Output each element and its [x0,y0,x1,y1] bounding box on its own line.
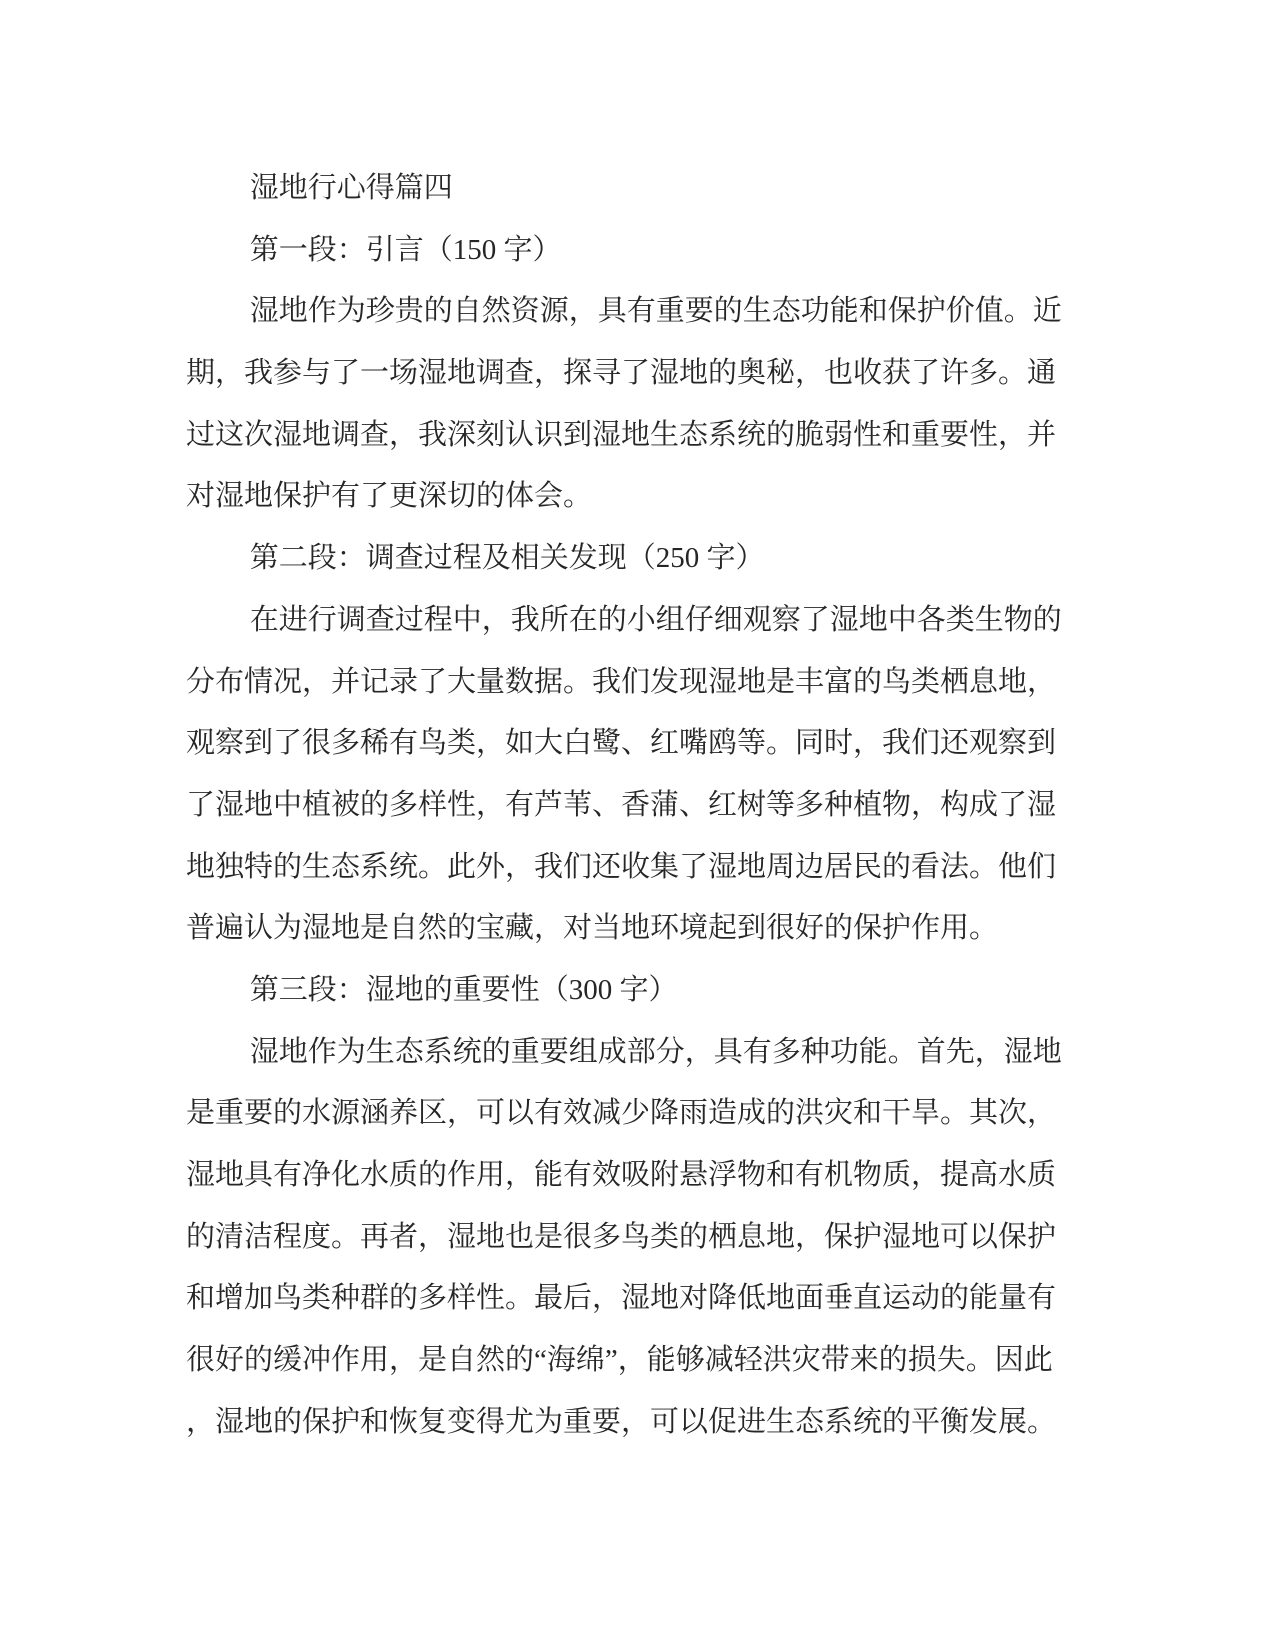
text-line [186,528,1090,590]
text-line-content: 湿地具有净化水质的作用，能有效吸附悬浮物和有机物质，提高水质 [186,1159,1057,1191]
text-line [186,1268,1090,1330]
text-line-content: 过这次湿地调查，我深刻认识到湿地生态系统的脆弱性和重要性，并 [186,418,1057,451]
text-line-content: 观察到了很多稀有鸟类，如大白鹭、红嘴鸥等。同时，我们还观察到 [186,727,1057,760]
text-line-content: 湿地作为珍贵的自然资源，具有重要的生态功能和保护价值。近 [249,295,1062,328]
text-line [186,1145,1090,1207]
text-line-content: 了湿地中植被的多样性，有芦苇、香蒲、红树等多种植物，构成了湿 [186,788,1057,821]
text-line [186,343,1090,405]
text-line [186,158,1090,220]
text-line [186,1392,1090,1454]
text-line-content: 第一段：引言（150 字） [249,233,562,266]
text-line [186,1207,1090,1269]
text-line-content: 是重要的水源涵养区，可以有效减少降雨造成的洪灾和干旱。其次， [186,1097,1057,1130]
text-line [186,652,1090,714]
text-line-content: 很好的缓冲作用，是自然的“海绵”，能够减轻洪灾带来的损失。因此 [186,1344,1053,1377]
text-line [186,466,1090,528]
text-line-content: 湿地作为生态系统的重要组成部分，具有多种功能。首先，湿地 [249,1035,1062,1068]
text-line-content: 分布情况，并记录了大量数据。我们发现湿地是丰富的鸟类栖息地， [186,665,1057,698]
text-line [186,960,1090,1022]
text-line-content: 普遍认为湿地是自然的宝藏，对当地环境起到很好的保护作用。 [186,912,999,945]
text-line-content: 湿地行心得篇四 [249,172,453,204]
text-line [186,898,1090,960]
text-line [186,281,1090,343]
text-line-content: 地独特的生态系统。此外，我们还收集了湿地周边居民的看法。他们 [186,850,1057,883]
text-line-content: 和增加鸟类种群的多样性。最后，湿地对降低地面垂直运动的能量有 [186,1282,1057,1315]
text-line-content: 对湿地保护有了更深切的体会。 [186,480,593,513]
text-line-content: 第二段：调查过程及相关发现（250 字） [249,542,765,575]
text-line-content: 的清洁程度。再者，湿地也是很多鸟类的栖息地，保护湿地可以保护 [186,1220,1057,1253]
text-line [186,405,1090,467]
document-body [186,158,1090,1453]
text-line [186,713,1090,775]
text-line-content: 在进行调查过程中，我所在的小组仔细观察了湿地中各类生物的 [249,603,1062,636]
text-line [186,1330,1090,1392]
text-line-content: 期，我参与了一场湿地调查，探寻了湿地的奥秘，也收获了许多。通 [186,357,1057,390]
text-line [186,1022,1090,1084]
text-line [186,837,1090,899]
text-line [186,775,1090,837]
text-line [186,1083,1090,1145]
text-line-content: ，湿地的保护和恢复变得尤为重要，可以促进生态系统的平衡发展。 [186,1405,1057,1438]
text-line [186,590,1090,652]
text-line-content: 第三段：湿地的重要性（300 字） [249,973,678,1006]
text-line [186,220,1090,282]
